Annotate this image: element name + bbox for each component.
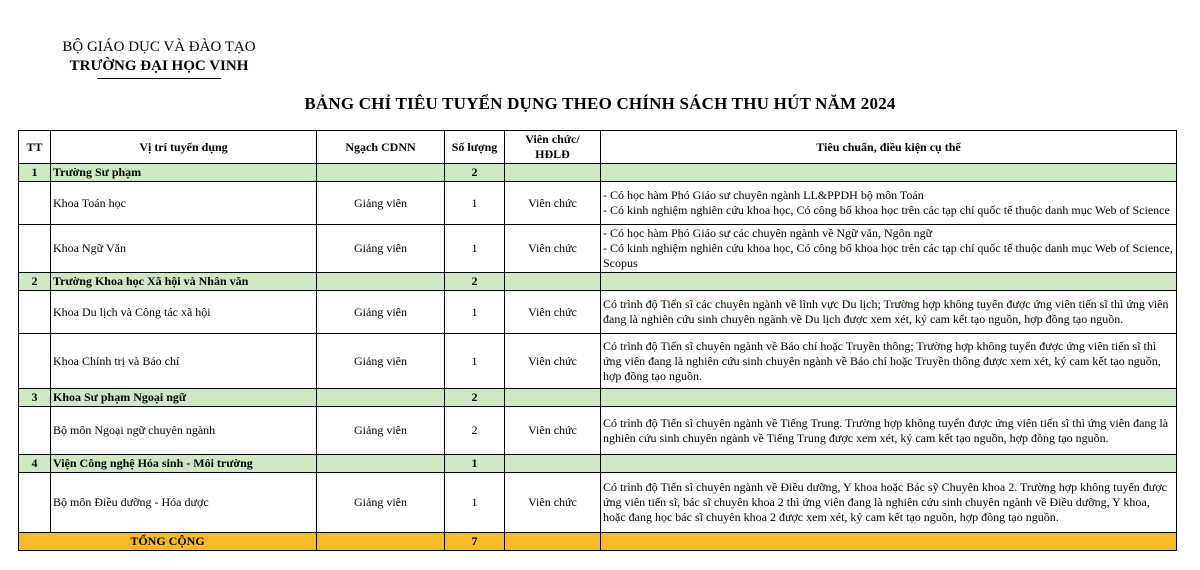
rank-cell: Giảng viên [317, 291, 445, 334]
position-cell: Bộ môn Ngoại ngữ chuyên ngành [51, 407, 317, 455]
table-row [19, 407, 1177, 455]
col-header-type-line1: Viên chức/ [525, 132, 580, 146]
criteria-line: - Có kinh nghiệm nghiên cứu khoa học, Có công bố khoa học trên các tạp chí quốc tế thuộc danh mục Web of Science [603, 203, 1170, 217]
type-cell: Viên chức [505, 291, 601, 334]
group-name: Trường Khoa học Xã hội và Nhân văn [51, 273, 317, 291]
type-cell: Viên chức [505, 473, 601, 533]
quantity-cell: 1 [445, 291, 505, 334]
group-tt: 4 [19, 455, 51, 473]
rank-cell: Giảng viên [317, 182, 445, 225]
criteria-cell [601, 473, 1177, 533]
rank-cell: Giảng viên [317, 473, 445, 533]
table-row [19, 334, 1177, 389]
group-row [19, 455, 1177, 473]
ministry-name: BỘ GIÁO DỤC VÀ ĐÀO TẠO [62, 39, 256, 55]
position-cell: Khoa Chính trị và Báo chí [51, 334, 317, 389]
table-row [19, 225, 1177, 273]
organization-header [48, 38, 270, 79]
rank-cell: Giảng viên [317, 334, 445, 389]
group-tt: 1 [19, 164, 51, 182]
criteria-line: Có trình độ Tiến sĩ chuyên ngành về Báo chí hoặc Truyền thông; Trường hợp không tuyển được ứng viên tiến sĩ thì ứng viên đang là nghiên cứu sinh chuyên ngành về Báo chí hoặc Truyền thông được xem xét, ký cam kết tạo nguồn, hợp đồng tạo nguồn. [603, 338, 1161, 383]
group-row [19, 164, 1177, 182]
col-header-quantity: Số lượng [445, 131, 505, 164]
school-name: TRƯỜNG ĐẠI HỌC VINH [69, 58, 249, 74]
total-label: TỔNG CỘNG [19, 533, 317, 551]
group-name: Trường Sư phạm [51, 164, 317, 182]
col-header-criteria: Tiêu chuẩn, điều kiện cụ thể [601, 131, 1177, 164]
type-cell: Viên chức [505, 225, 601, 273]
quantity-cell: 1 [445, 334, 505, 389]
type-cell: Viên chức [505, 182, 601, 225]
group-name: Khoa Sư phạm Ngoại ngữ [51, 389, 317, 407]
col-header-rank: Ngạch CDNN [317, 131, 445, 164]
criteria-cell [601, 334, 1177, 389]
quantity-cell: 1 [445, 473, 505, 533]
rank-cell: Giảng viên [317, 407, 445, 455]
group-name: Viện Công nghệ Hóa sinh - Môi trường [51, 455, 317, 473]
rank-cell: Giảng viên [317, 225, 445, 273]
criteria-line: - Có học hàm Phó Giáo sư chuyên ngành LL&PPDH bộ môn Toán [603, 188, 924, 202]
group-total: 2 [445, 273, 505, 291]
criteria-line: Có trình độ Tiến sĩ chuyên ngành về Điều dưỡng, Y khoa hoặc Bác sỹ Chuyên khoa 2. Trường hợp không tuyển được ứng viên tiến sĩ, bác sĩ chuyên khoa 2 thì ứng viên đang là nghiên cứu sinh chuyên ngành về Điều dưỡng, Y khoa, hoặc đang học bác sĩ chuyên khoa 2 được xem xét, ký cam kết tạo nguồn, hợp đồng tạo nguồn. [603, 480, 1167, 524]
table-row [19, 182, 1177, 225]
total-row [19, 533, 1177, 551]
col-header-type-line2: HĐLĐ [535, 147, 570, 161]
quantity-cell: 2 [445, 407, 505, 455]
group-total: 1 [445, 455, 505, 473]
col-header-tt: TT [19, 131, 51, 164]
group-row [19, 273, 1177, 291]
recruitment-table [18, 130, 1177, 551]
document-title: BẢNG CHỈ TIÊU TUYỂN DỤNG THEO CHÍNH SÁCH THU HÚT NĂM 2024 [304, 94, 896, 113]
criteria-line: Có trình độ Tiến sĩ chuyên ngành về Tiếng Trung. Trường hợp không tuyển được ứng viên tiến sĩ thì ứng viên đang là nghiên cứu sinh chuyên ngành về Tiếng Trung được xem xét, ký cam kết tạo nguồn, hợp đồng tạo nguồn. [603, 415, 1169, 445]
criteria-line: - Có kinh nghiệm nghiên cứu khoa học, Có công bố khoa học trên các tạp chí quốc tế thuộc danh mục Web of Science, Scopus [603, 241, 1173, 270]
type-cell: Viên chức [505, 407, 601, 455]
criteria-cell [601, 182, 1177, 225]
group-total: 2 [445, 164, 505, 182]
total-value: 7 [445, 533, 505, 551]
position-cell: Khoa Toán học [51, 182, 317, 225]
table-header-row [19, 131, 1177, 164]
criteria-cell [601, 225, 1177, 273]
group-row [19, 389, 1177, 407]
table-row [19, 473, 1177, 533]
group-tt: 2 [19, 273, 51, 291]
header-underline [97, 78, 221, 79]
group-tt: 3 [19, 389, 51, 407]
criteria-cell [601, 291, 1177, 334]
position-cell: Khoa Ngữ Văn [51, 225, 317, 273]
quantity-cell: 1 [445, 225, 505, 273]
group-total: 2 [445, 389, 505, 407]
table-row [19, 291, 1177, 334]
position-cell: Khoa Du lịch và Công tác xã hội [51, 291, 317, 334]
position-cell: Bộ môn Điều dưỡng - Hóa dược [51, 473, 317, 533]
criteria-line: - Có học hàm Phó Giáo sư các chuyên ngành về Ngữ văn, Ngôn ngữ [603, 226, 933, 240]
type-cell: Viên chức [505, 334, 601, 389]
col-header-type [505, 131, 601, 164]
col-header-position: Vị trí tuyển dụng [51, 131, 317, 164]
criteria-line: Có trình độ Tiến sĩ các chuyên ngành về lĩnh vực Du lịch; Trường hợp không tuyển được ứng viên tiến sĩ thì ứng viên đang là nghiên cứu sinh chuyên ngành về Du lịch được xem xét, ký cam kết tạo nguồn, hợp đồng tạo nguồn. [603, 297, 1169, 326]
quantity-cell: 1 [445, 182, 505, 225]
criteria-cell [601, 407, 1177, 455]
